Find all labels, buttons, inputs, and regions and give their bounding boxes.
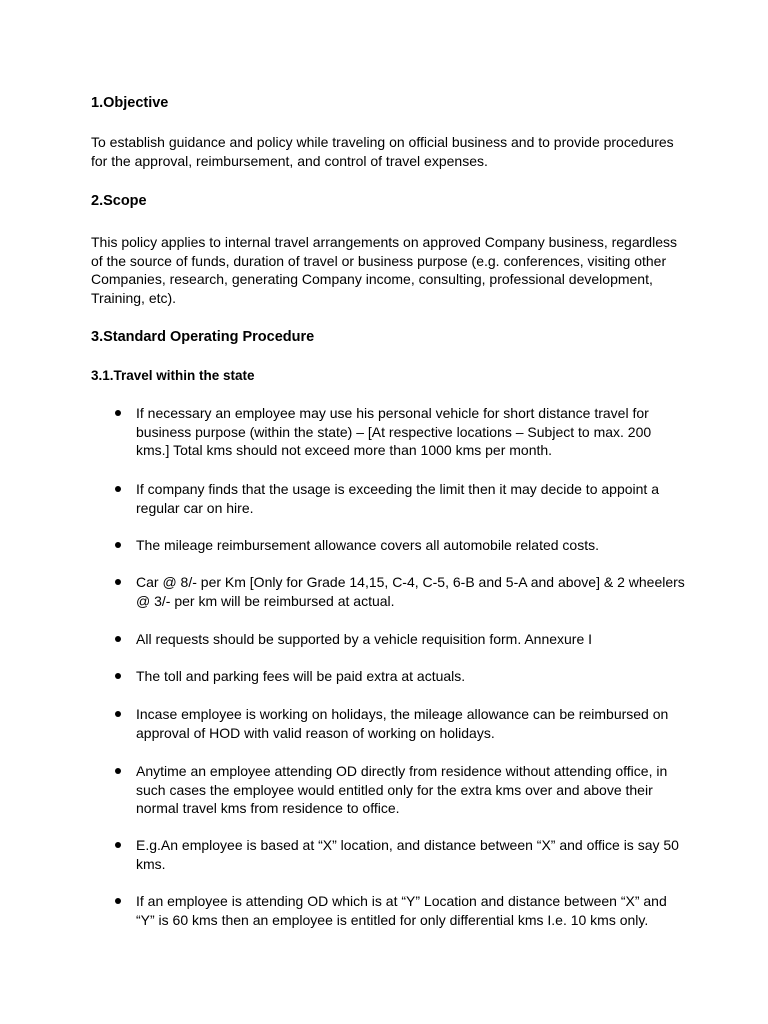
scope-heading: 2.Scope <box>91 193 147 209</box>
list-item-text: Anytime an employee attending OD directly from residence without attending office, in such cases the employee would entitled only for the extra kms over and above their normal travel kms from residence to office. <box>136 763 668 817</box>
bullet-icon <box>115 898 121 904</box>
list-item-text: E.g.An employee is based at “X” location, and distance between “X” and office is say 50 kms. <box>136 837 679 872</box>
list-item-text: If company finds that the usage is exceeding the limit then it may decide to appoint a regular car on hire. <box>136 481 659 516</box>
bullet-icon <box>115 711 121 717</box>
list-item-text: The toll and parking fees will be paid extra at actuals. <box>136 668 466 684</box>
scope-body: This policy applies to internal travel arrangements on approved Company business, regardless of the source of funds, duration of travel or business purpose (e.g. conferences, visiting other Companies, research, generating Company income, consulting, professional development, Training, etc). <box>91 234 677 307</box>
bullet-icon <box>115 486 121 492</box>
travel-within-state-heading: 3.1.Travel within the state <box>91 368 255 383</box>
sop-heading: 3.Standard Operating Procedure <box>91 329 315 345</box>
bullet-icon <box>115 542 121 548</box>
list-item-text: All requests should be supported by a vehicle requisition form. Annexure I <box>136 631 593 647</box>
bullet-icon <box>115 673 121 679</box>
bullet-icon <box>115 410 121 416</box>
list-item-text: The mileage reimbursement allowance covers all automobile related costs. <box>136 537 599 553</box>
list-item-text: Incase employee is working on holidays, the mileage allowance can be reimbursed on approval of HOD with valid reason of working on holidays. <box>136 706 669 741</box>
objective-heading: 1.Objective <box>91 95 169 111</box>
list-item-text: If an employee is attending OD which is at “Y” Location and distance between “X” and “Y” is 60 kms then an employee is entitled for only differential kms I.e. 10 kms only. <box>136 893 667 928</box>
bullet-icon <box>115 768 121 774</box>
bullet-icon <box>115 579 121 585</box>
bullet-icon <box>115 842 121 848</box>
list-item-text: Car @ 8/- per Km [Only for Grade 14,15, C-4, C-5, 6-B and 5-A and above] & 2 wheelers @ 3/- per km will be reimbursed at actual. <box>136 574 685 609</box>
list-item-text: If necessary an employee may use his personal vehicle for short distance travel for business purpose (within the state) – [At respective locations – Subject to max. 200 kms.] Total kms should not exceed more than 1000 kms per month. <box>136 405 652 459</box>
objective-body: To establish guidance and policy while traveling on official business and to provide procedures for the approval, reimbursement, and control of travel expenses. <box>91 134 674 169</box>
bullet-icon <box>115 636 121 642</box>
